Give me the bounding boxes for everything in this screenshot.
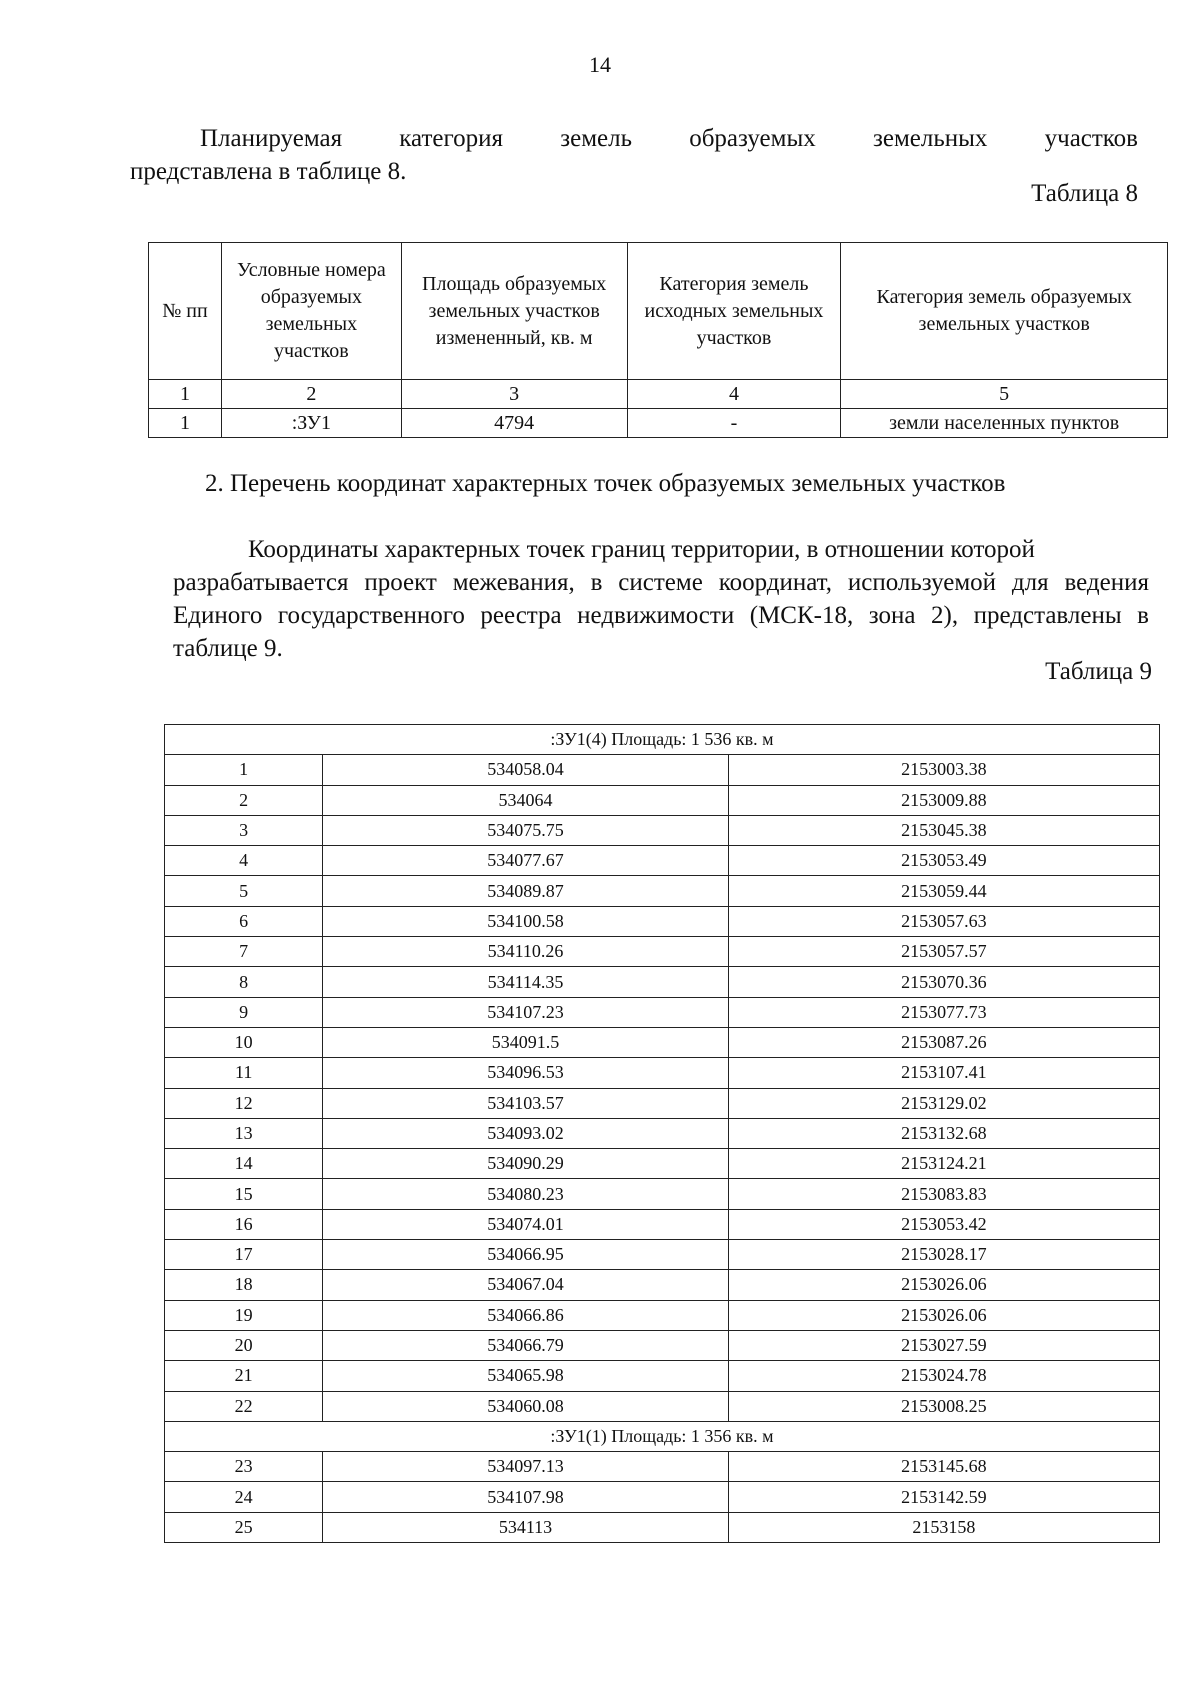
point-number: 24 bbox=[165, 1482, 323, 1512]
point-number: 1 bbox=[165, 755, 323, 785]
table9-group-row bbox=[165, 725, 1160, 755]
coordinate-x: 534065.98 bbox=[323, 1361, 728, 1391]
coordinate-y: 2153129.02 bbox=[728, 1088, 1159, 1118]
point-number: 16 bbox=[165, 1209, 323, 1239]
table-row bbox=[165, 876, 1160, 906]
table-row bbox=[165, 1058, 1160, 1088]
coordinates-line-1: Координаты характерных точек границ территории, в отношении которой bbox=[248, 536, 1035, 563]
point-number: 4 bbox=[165, 846, 323, 876]
coordinate-x: 534067.04 bbox=[323, 1270, 728, 1300]
coordinate-x: 534107.98 bbox=[323, 1482, 728, 1512]
table8-header-row bbox=[149, 243, 1168, 380]
table-row bbox=[165, 1452, 1160, 1482]
table-row bbox=[165, 1330, 1160, 1360]
table8-header-cell: Категория земель образуемых земельных участков bbox=[841, 243, 1168, 380]
coordinate-y: 2153059.44 bbox=[728, 876, 1159, 906]
coordinate-y: 2153057.57 bbox=[728, 937, 1159, 967]
table-row bbox=[165, 1118, 1160, 1148]
coordinate-y: 2153024.78 bbox=[728, 1361, 1159, 1391]
table-row bbox=[165, 1512, 1160, 1542]
table-row bbox=[165, 1209, 1160, 1239]
point-number: 22 bbox=[165, 1391, 323, 1421]
point-number: 7 bbox=[165, 937, 323, 967]
table8-number-cell: 2 bbox=[221, 380, 401, 409]
coordinate-y: 2153158 bbox=[728, 1512, 1159, 1542]
coordinate-y: 2153077.73 bbox=[728, 997, 1159, 1027]
coordinate-y: 2153027.59 bbox=[728, 1330, 1159, 1360]
intro-paragraph bbox=[130, 122, 1138, 188]
coordinate-y: 2153145.68 bbox=[728, 1452, 1159, 1482]
coordinate-y: 2153107.41 bbox=[728, 1058, 1159, 1088]
coordinate-x: 534093.02 bbox=[323, 1118, 728, 1148]
table-row bbox=[165, 1027, 1160, 1057]
table-row bbox=[165, 846, 1160, 876]
table8-number-cell: 3 bbox=[401, 380, 627, 409]
table-row bbox=[165, 1270, 1160, 1300]
coordinate-x: 534058.04 bbox=[323, 755, 728, 785]
coordinate-y: 2153026.06 bbox=[728, 1300, 1159, 1330]
table9-group-title: :ЗУ1(1) Площадь: 1 356 кв. м bbox=[165, 1421, 1160, 1451]
coordinate-x: 534110.26 bbox=[323, 937, 728, 967]
coordinate-y: 2153026.06 bbox=[728, 1270, 1159, 1300]
point-number: 11 bbox=[165, 1058, 323, 1088]
table8-cell: - bbox=[627, 409, 841, 438]
table8-header-cell: Площадь образуемых земельных участков измененный, кв. м bbox=[401, 243, 627, 380]
table-row bbox=[165, 1240, 1160, 1270]
table-row bbox=[165, 1149, 1160, 1179]
coordinate-x: 534066.86 bbox=[323, 1300, 728, 1330]
table-row bbox=[165, 1482, 1160, 1512]
table8-caption: Таблица 8 bbox=[1031, 180, 1138, 207]
table8-cell: 4794 bbox=[401, 409, 627, 438]
coordinate-x: 534060.08 bbox=[323, 1391, 728, 1421]
table-9 bbox=[164, 724, 1160, 1543]
point-number: 6 bbox=[165, 906, 323, 936]
point-number: 10 bbox=[165, 1027, 323, 1057]
coordinate-x: 534066.79 bbox=[323, 1330, 728, 1360]
table-row bbox=[165, 1361, 1160, 1391]
coordinates-paragraph bbox=[173, 533, 1149, 665]
coordinate-y: 2153003.38 bbox=[728, 755, 1159, 785]
table8-cell: земли населенных пунктов bbox=[841, 409, 1168, 438]
page-number: 14 bbox=[589, 52, 611, 77]
point-number: 18 bbox=[165, 1270, 323, 1300]
intro-line-1: Планируемая категория земель образуемых земельных участков bbox=[200, 125, 1138, 152]
point-number: 25 bbox=[165, 1512, 323, 1542]
point-number: 5 bbox=[165, 876, 323, 906]
table-row bbox=[165, 755, 1160, 785]
coordinate-x: 534100.58 bbox=[323, 906, 728, 936]
coordinate-x: 534080.23 bbox=[323, 1179, 728, 1209]
coordinate-x: 534077.67 bbox=[323, 846, 728, 876]
point-number: 15 bbox=[165, 1179, 323, 1209]
table-row bbox=[165, 815, 1160, 845]
table-row bbox=[165, 937, 1160, 967]
table8-cell: 1 bbox=[149, 409, 222, 438]
coordinate-y: 2153142.59 bbox=[728, 1482, 1159, 1512]
table8-data-row bbox=[149, 409, 1168, 438]
coordinate-x: 534091.5 bbox=[323, 1027, 728, 1057]
table8-cell: :ЗУ1 bbox=[221, 409, 401, 438]
point-number: 2 bbox=[165, 785, 323, 815]
coordinate-y: 2153083.83 bbox=[728, 1179, 1159, 1209]
coordinate-x: 534064 bbox=[323, 785, 728, 815]
table8-number-cell: 5 bbox=[841, 380, 1168, 409]
coordinate-y: 2153045.38 bbox=[728, 815, 1159, 845]
coordinates-rest: разрабатывается проект межевания, в системе координат, используемой для ведения Единого государственного реестра недвижимости (МСК-18, зона 2), представлены в таблице 9. bbox=[173, 569, 1149, 662]
section-2-title: 2. Перечень координат характерных точек образуемых земельных участков bbox=[205, 470, 1006, 497]
coordinate-x: 534103.57 bbox=[323, 1088, 728, 1118]
table-row bbox=[165, 967, 1160, 997]
coordinate-y: 2153070.36 bbox=[728, 967, 1159, 997]
table8-number-row bbox=[149, 380, 1168, 409]
point-number: 17 bbox=[165, 1240, 323, 1270]
table-row bbox=[165, 785, 1160, 815]
coordinate-x: 534113 bbox=[323, 1512, 728, 1542]
coordinate-x: 534066.95 bbox=[323, 1240, 728, 1270]
coordinate-x: 534089.87 bbox=[323, 876, 728, 906]
table-row bbox=[165, 1179, 1160, 1209]
table-row bbox=[165, 997, 1160, 1027]
table-row bbox=[165, 906, 1160, 936]
table8-header-cell: Условные номера образуемых земельных участков bbox=[221, 243, 401, 380]
coordinate-y: 2153009.88 bbox=[728, 785, 1159, 815]
coordinate-y: 2153028.17 bbox=[728, 1240, 1159, 1270]
coordinate-y: 2153087.26 bbox=[728, 1027, 1159, 1057]
coordinate-y: 2153057.63 bbox=[728, 906, 1159, 936]
point-number: 19 bbox=[165, 1300, 323, 1330]
coordinate-y: 2153132.68 bbox=[728, 1118, 1159, 1148]
point-number: 13 bbox=[165, 1118, 323, 1148]
table9-group-title: :ЗУ1(4) Площадь: 1 536 кв. м bbox=[165, 725, 1160, 755]
coordinate-y: 2153053.49 bbox=[728, 846, 1159, 876]
point-number: 20 bbox=[165, 1330, 323, 1360]
coordinate-y: 2153124.21 bbox=[728, 1149, 1159, 1179]
table8-number-cell: 4 bbox=[627, 380, 841, 409]
table8-number-cell: 1 bbox=[149, 380, 222, 409]
point-number: 12 bbox=[165, 1088, 323, 1118]
coordinate-x: 534075.75 bbox=[323, 815, 728, 845]
table-row bbox=[165, 1088, 1160, 1118]
coordinate-x: 534074.01 bbox=[323, 1209, 728, 1239]
point-number: 8 bbox=[165, 967, 323, 997]
table9-caption: Таблица 9 bbox=[1045, 658, 1152, 685]
coordinate-x: 534096.53 bbox=[323, 1058, 728, 1088]
table9-group-row bbox=[165, 1421, 1160, 1451]
table8-header-cell: Категория земель исходных земельных участков bbox=[627, 243, 841, 380]
point-number: 23 bbox=[165, 1452, 323, 1482]
intro-line-2: представлена в таблице 8. bbox=[130, 158, 407, 185]
point-number: 3 bbox=[165, 815, 323, 845]
point-number: 21 bbox=[165, 1361, 323, 1391]
coordinate-y: 2153053.42 bbox=[728, 1209, 1159, 1239]
coordinate-y: 2153008.25 bbox=[728, 1391, 1159, 1421]
coordinate-x: 534097.13 bbox=[323, 1452, 728, 1482]
table8-header-cell: № пп bbox=[149, 243, 222, 380]
table-row bbox=[165, 1391, 1160, 1421]
point-number: 9 bbox=[165, 997, 323, 1027]
coordinate-x: 534107.23 bbox=[323, 997, 728, 1027]
table-row bbox=[165, 1300, 1160, 1330]
coordinate-x: 534090.29 bbox=[323, 1149, 728, 1179]
coordinate-x: 534114.35 bbox=[323, 967, 728, 997]
point-number: 14 bbox=[165, 1149, 323, 1179]
table-8 bbox=[148, 242, 1168, 438]
